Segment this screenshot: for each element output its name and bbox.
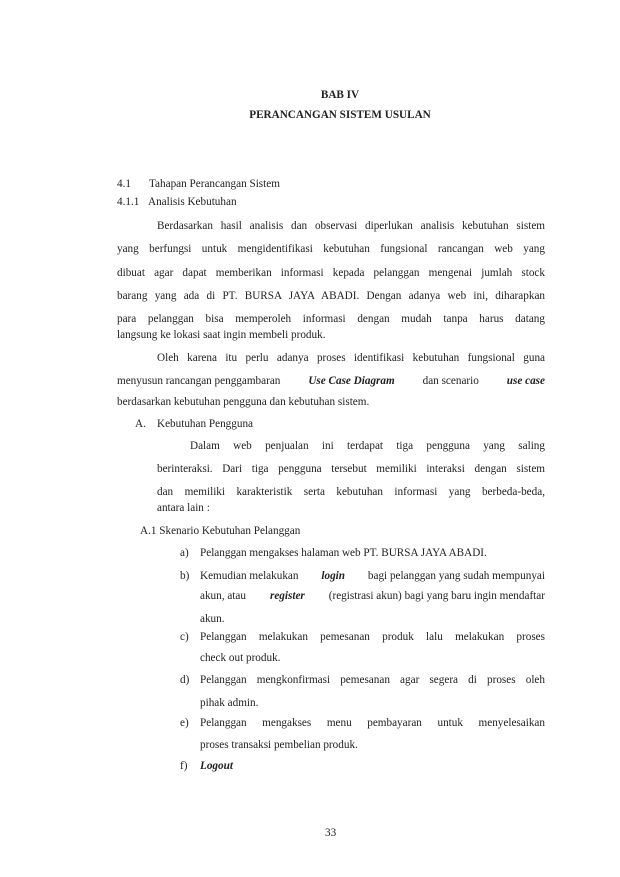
item-a-title: Kebutuhan Pengguna xyxy=(157,418,254,430)
page-number: 33 xyxy=(325,827,337,839)
paragraph-1-line: Berdasarkan hasil analisis dan observasi diperlukan analisis kebutuhan sistem xyxy=(157,220,545,232)
subitem-a1-title: A.1 Skenario Kebutuhan Pelanggan xyxy=(140,525,301,537)
emphasis-span: login xyxy=(321,570,346,582)
step-marker: f) xyxy=(180,760,188,772)
paragraph-2-line xyxy=(117,375,545,387)
text-span: (registrasi akun) bagi yang baru ingin mendaftar xyxy=(328,590,545,602)
emphasis-span: Use Case Diagram xyxy=(308,375,395,387)
step-line: Pelanggan mengkonfirmasi pemesanan agar segera di proses oleh xyxy=(200,674,545,686)
paragraph-1-line: langsung ke lokasi saat ingin membeli produk. xyxy=(117,329,326,341)
step-line: pihak admin. xyxy=(200,697,259,709)
step-marker: d) xyxy=(180,674,190,686)
item-a-line: berinteraksi. Dari tiga pengguna tersebut memiliki interaksi dengan sistem xyxy=(157,463,545,475)
step-marker: a) xyxy=(180,547,189,559)
section-title: Tahapan Perancangan Sistem xyxy=(149,178,280,190)
subsection-title: Analisis Kebutuhan xyxy=(148,196,237,208)
emphasis-span: register xyxy=(269,590,305,602)
step-line: Logout xyxy=(200,760,233,772)
step-line xyxy=(200,590,545,602)
step-line xyxy=(200,570,545,582)
step-marker: b) xyxy=(180,570,190,582)
step-line: Pelanggan mengakses menu pembayaran untuk menyelesaikan xyxy=(200,717,545,729)
text-span: menyusun rancangan penggambaran xyxy=(117,375,281,387)
subsection-number: 4.1.1 xyxy=(117,196,140,208)
item-a-line: dan memiliki karakteristik serta kebutuhan informasi yang berbeda-beda, xyxy=(157,486,545,498)
item-a-marker: A. xyxy=(135,418,146,430)
step-line: proses transaksi pembelian produk. xyxy=(200,739,358,751)
text-span: akun, atau xyxy=(200,590,246,602)
paragraph-1-line: yang berfungsi untuk mengidentifikasi kebutuhan fungsional rancangan web yang xyxy=(117,243,545,255)
item-a-line: antara lain : xyxy=(157,502,210,514)
paragraph-2-line: berdasarkan kebutuhan pengguna dan kebutuhan sistem. xyxy=(117,396,370,408)
text-span: dan scenario xyxy=(422,375,479,387)
paragraph-2-line: Oleh karena itu perlu adanya proses identifikasi kebutuhan fungsional guna xyxy=(157,352,545,364)
text-span: bagi pelanggan yang sudah mempunyai xyxy=(367,570,545,582)
paragraph-1-line: barang yang ada di PT. BURSA JAYA ABADI. Dengan adanya web ini, diharapkan xyxy=(117,290,545,302)
section-number: 4.1 xyxy=(117,178,131,190)
step-marker: e) xyxy=(180,717,189,729)
text-span: Kemudian melakukan xyxy=(200,570,299,582)
step-marker: c) xyxy=(180,631,189,643)
item-a-line: Dalam web penjualan ini terdapat tiga pengguna yang saling xyxy=(190,440,545,452)
paragraph-1-line: para pelanggan bisa memperoleh informasi dengan mudah tanpa harus datang xyxy=(117,313,545,325)
step-line: Pelanggan mengakses halaman web PT. BURSA JAYA ABADI. xyxy=(200,547,487,559)
emphasis-span: use case xyxy=(506,375,545,387)
paragraph-1-line: dibuat agar dapat memberikan informasi kepada pelanggan mengenai jumlah stock xyxy=(117,267,545,279)
chapter-number: BAB IV xyxy=(320,89,360,101)
step-line: check out produk. xyxy=(200,652,281,664)
step-line: akun. xyxy=(200,613,225,625)
step-line: Pelanggan melakukan pemesanan produk lalu melakukan proses xyxy=(200,631,545,643)
chapter-title: PERANCANGAN SISTEM USULAN xyxy=(249,109,431,121)
